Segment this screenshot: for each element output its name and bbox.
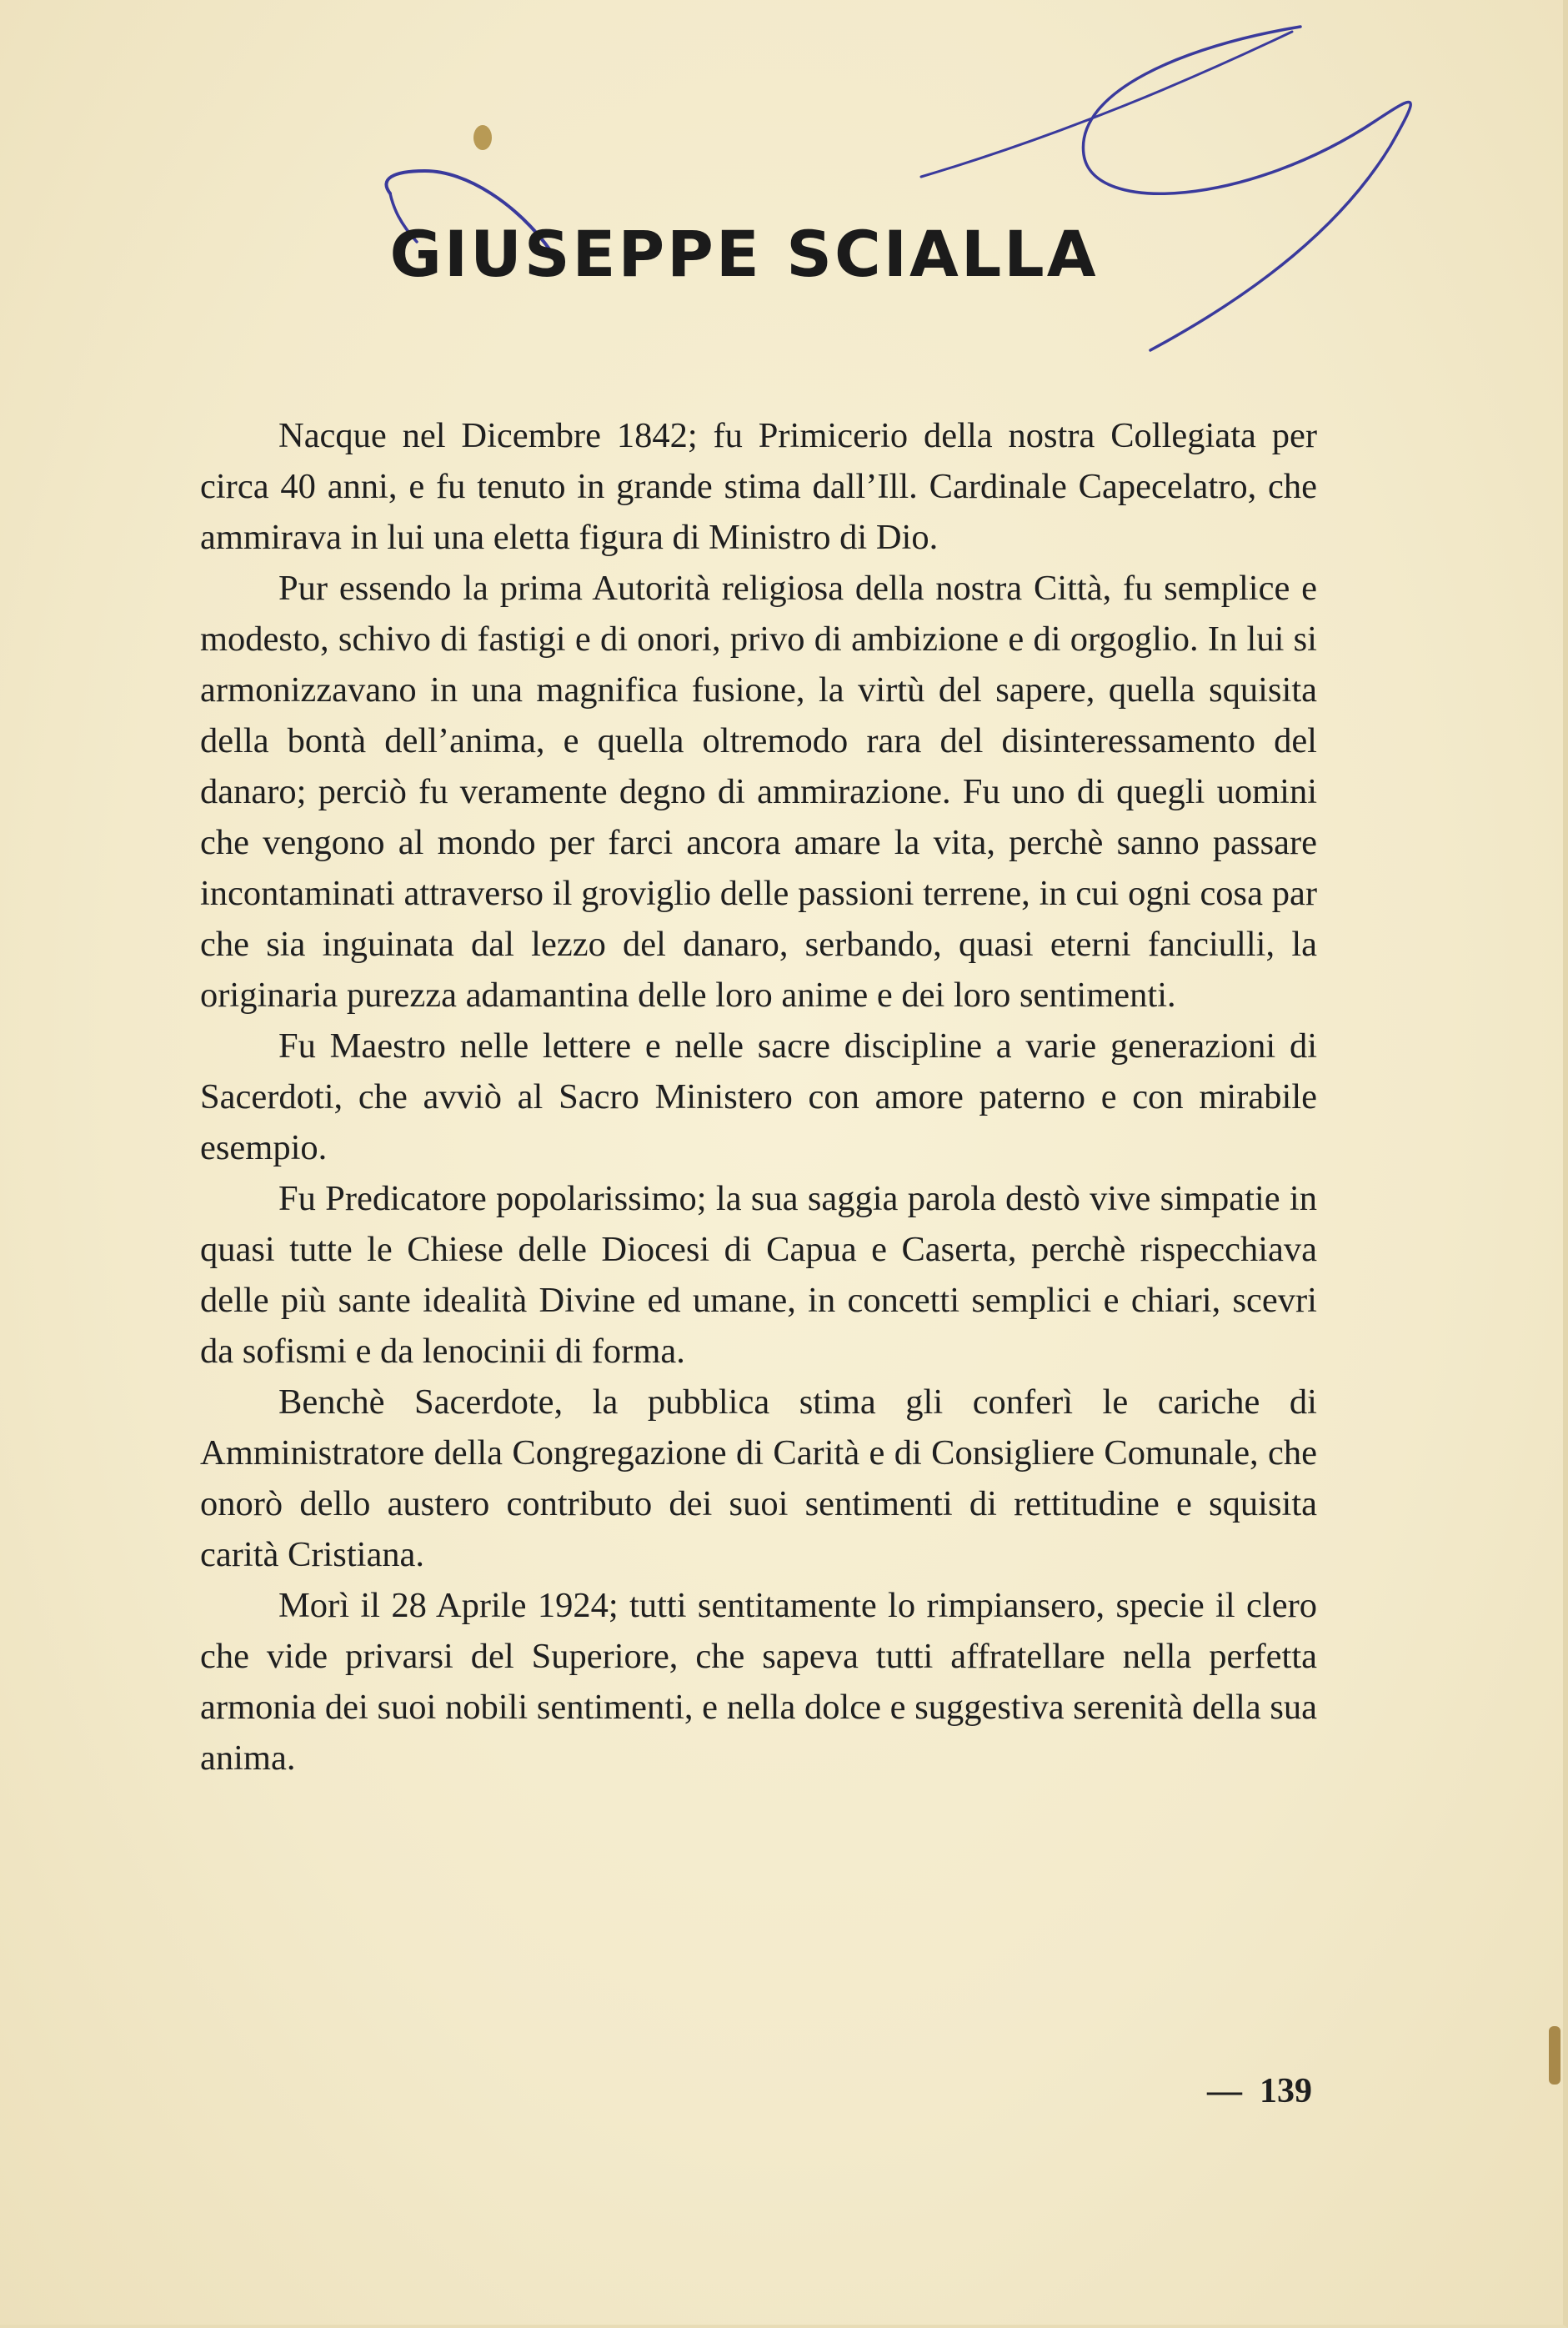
paper-stain — [473, 125, 492, 150]
paragraph: Fu Maestro nelle lettere e nelle sacre discipline a varie generazioni di Sacerdoti, che avviò al Sacro Ministero con amore paterno e con mirabile esempio. — [200, 1026, 1317, 1167]
page-number: — 139 — [1207, 2072, 1312, 2110]
paragraph: Morì il 28 Aprile 1924; tutti sentitamente lo rimpiansero, specie il clero che vide privarsi del Superiore, che sapeva tutti affratellare nella perfetta armonia dei suoi nobili sentimenti, e nella dolce e suggestiva serenità della sua anima. — [200, 1586, 1317, 1778]
body-text — [200, 410, 1317, 1784]
paragraph: Benchè Sacerdote, la pubblica stima gli conferì le cariche di Amministratore della Congregazione di Carità e di Consigliere Comunale, che onorò dello austero contributo dei suoi sentimenti di rettitudine e squisita carità Cristiana. — [200, 1382, 1317, 1574]
page-title: GIUSEPPE SCIALLA — [389, 217, 1099, 291]
paragraph: Pur essendo la prima Autorità religiosa della nostra Città, fu semplice e modesto, schivo di fastigi e di onori, privo di ambizione e di orgoglio. In lui si armonizzavano in una magnifica fusione, la virtù del sapere, quella squisita della bontà dell’anima, e quella oltremodo rara del disinteressamento del danaro; perciò fu veramente degno di ammirazione. Fu uno di quegli uomini che vengono al mondo per farci ancora amare la vita, perchè sanno passare incontaminati attraverso il groviglio delle passioni terrene, in cui ogni cosa par che sia inguinata dal lezzo del danaro, serbando, quasi eterni fanciulli, la originaria purezza adamantina delle loro anime e dei loro sentimenti. — [200, 569, 1317, 1015]
paper-stain — [1549, 2026, 1560, 2085]
paragraph: Fu Predicatore popolarissimo; la sua saggia parola destò vive simpatie in quasi tutte le Chiese delle Diocesi di Capua e Caserta, perchè rispecchiava delle più sante idealità Divine ed umane, in concetti semplici e chiari, scevri da sofismi e da lenocinii di forma. — [200, 1179, 1317, 1371]
paragraph: Nacque nel Dicembre 1842; fu Primicerio della nostra Collegiata per circa 40 anni, e fu tenuto in grande stima dall’Ill. Cardinale Capecelatro, che ammirava in lui una eletta figura di Ministro di Dio. — [200, 416, 1317, 557]
